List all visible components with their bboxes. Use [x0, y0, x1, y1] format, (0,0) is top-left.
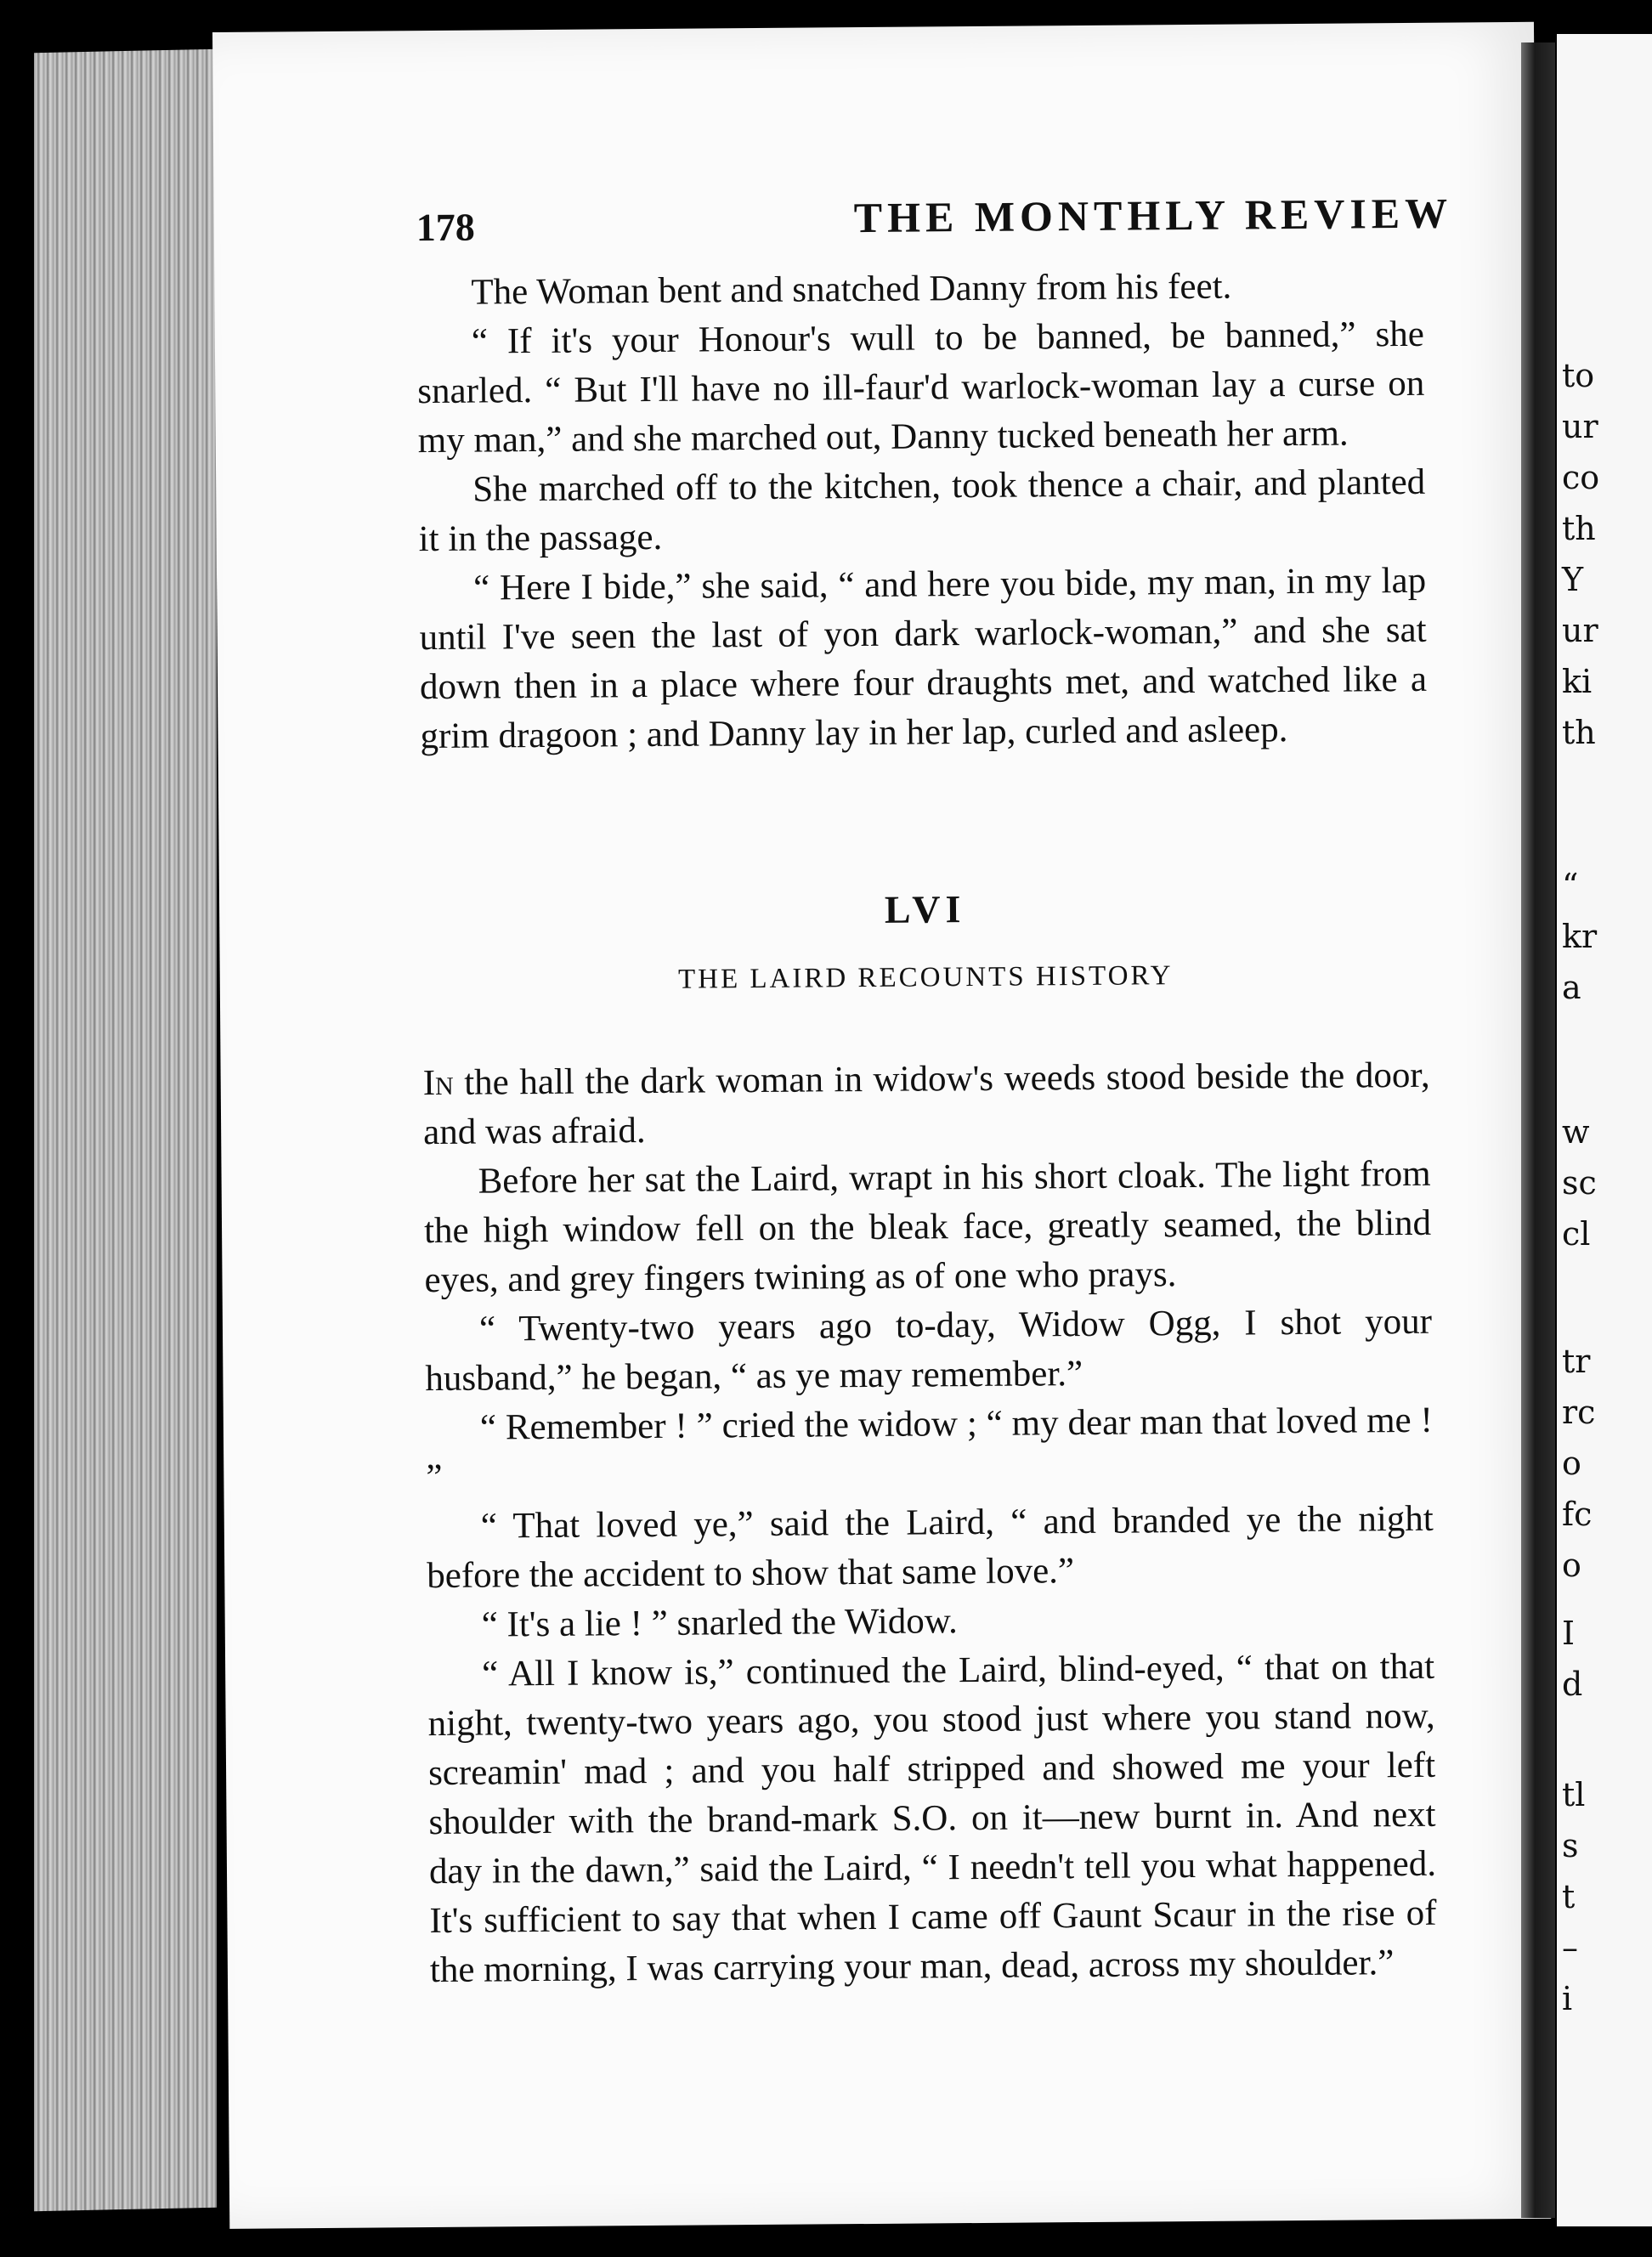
- facing-fragment: i: [1562, 1980, 1573, 2017]
- facing-fragment: s: [1562, 1827, 1579, 1864]
- facing-fragment: th: [1562, 510, 1596, 547]
- facing-fragment: ur: [1562, 612, 1598, 649]
- opening-paragraph: [422, 1051, 1430, 1157]
- journal-title: THE MONTHLY REVIEW: [853, 189, 1453, 242]
- chapter-number: LVI: [884, 887, 966, 931]
- facing-fragment: sc: [1562, 1164, 1597, 1202]
- facing-fragment: w: [1562, 1113, 1590, 1151]
- paragraph: “ All I know is,” continued the Laird, blind-eyed, “ that on that night, twenty-two years ago, you stood just where you stand now, screamin' mad ; and you half stripped and showed me your left shoulder with the brand-mark S.O. on it—new burnt in. And next day in the dawn,” said the Laird, “ I needn't tell you what happened. It's sufficient to say that when I came off Gaunt Scaur in the rise of the morning, I was carrying your man, dead, across my shoulder.”: [427, 1646, 1437, 1991]
- facing-fragment: t: [1562, 1878, 1576, 1915]
- facing-fragment: ur: [1562, 408, 1598, 445]
- text-block-top: [416, 261, 1428, 761]
- paragraph: “ Twenty-two years ago to-day, Widow Ogg, I shot your husband,” he began, “ as ye may remember.”: [425, 1301, 1433, 1400]
- facing-fragment: co: [1562, 459, 1600, 496]
- facing-fragment: kr: [1562, 918, 1598, 955]
- facing-page: [1557, 34, 1652, 2226]
- facing-fragment: to: [1562, 357, 1595, 394]
- facing-fragment: tr: [1562, 1343, 1591, 1380]
- facing-fragment: “: [1562, 867, 1579, 904]
- paragraph: “ If it's your Honour's wull to be banned, be banned,” she snarled. “ But I'll have no ill-faur'd warlock-woman lay a curse on my man,” and she marched out, Danny tucked beneath her arm.: [417, 314, 1425, 461]
- drop-word: In: [422, 1062, 454, 1104]
- running-head: [416, 188, 1536, 250]
- facing-fragment: ki: [1562, 663, 1593, 700]
- paragraph: “ Remember ! ” cried the widow ; “ my dear man that loved me ! ”: [426, 1400, 1434, 1498]
- facing-fragment: th: [1562, 714, 1596, 751]
- facing-fragment: I: [1562, 1615, 1576, 1652]
- facing-fragment: fc: [1562, 1496, 1593, 1533]
- chapter-heading: [421, 881, 1429, 1006]
- page-number: 178: [416, 205, 476, 250]
- left-page: [212, 22, 1551, 2229]
- facing-fragment: o: [1562, 1445, 1581, 1482]
- opening-text: the hall the dark woman in widow's weeds stood beside the door, and was afraid.: [422, 1055, 1430, 1153]
- facing-fragment: cl: [1562, 1215, 1591, 1253]
- facing-fragment: a: [1562, 969, 1581, 1006]
- paragraph: “ It's a lie ! ” snarled the Widow.: [481, 1601, 958, 1645]
- page-edges: [34, 49, 217, 2212]
- paragraph: “ Here I bide,” she said, “ and here you bide, my man, in my lap until I've seen the last of yon dark warlock-woman,” and she sat down then in a place where four draughts met, and watched like a grim dragoon ; and Danny lay in her lap, curled and asleep.: [419, 560, 1428, 757]
- facing-fragment: rc: [1562, 1394, 1596, 1431]
- paragraph: Before her sat the Laird, wrapt in his short cloak. The light from the high window fell on the bleak face, greatly seamed, the blind eyes, and grey fingers twining as of one who prays.: [423, 1153, 1432, 1301]
- text-block-bottom: [422, 1051, 1437, 1995]
- chapter-title: THE LAIRD RECOUNTS HISTORY: [677, 960, 1174, 995]
- paragraph: The Woman bent and snatched Danny from his feet.: [471, 266, 1232, 313]
- facing-fragment: –: [1562, 1929, 1578, 1966]
- paragraph: She marched off to the kitchen, took thence a chair, and planted it in the passage.: [418, 461, 1426, 560]
- facing-fragment: Y: [1562, 561, 1584, 598]
- paragraph: “ That loved ye,” said the Laird, “ and branded ye the night before the accident to show that same love.”: [427, 1498, 1434, 1597]
- facing-fragment: o: [1562, 1547, 1581, 1584]
- book-gutter: [1521, 42, 1555, 2218]
- facing-fragment: tl: [1562, 1776, 1586, 1813]
- facing-fragment: d: [1562, 1666, 1583, 1703]
